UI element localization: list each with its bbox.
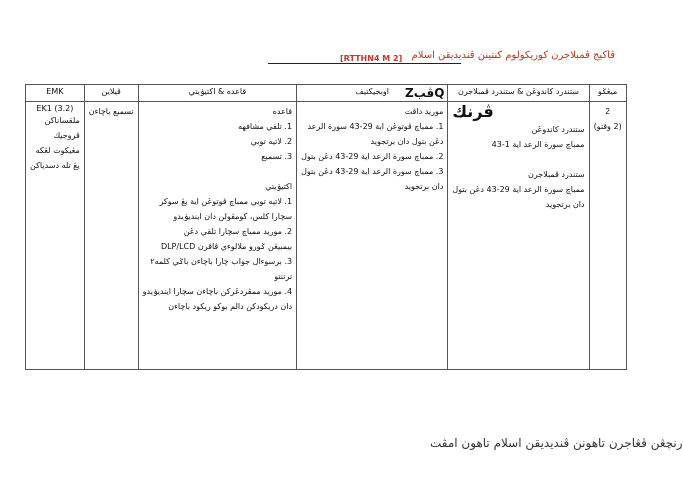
page-title: ڤاكيج ڤمبلاجرن كوريكولوم كنتينن ڤنديديقن اسلام: [411, 50, 615, 61]
learning-standard-text-2: دان برتجويد: [545, 200, 585, 209]
activity-item-2b: بيمبيڠن ݢورو ملالوءي ڤاڤرن DLP/LCD: [160, 242, 293, 251]
activity-heading: اكتيۏيتي: [265, 182, 293, 191]
emk-line-1: ملقساناكن: [44, 116, 80, 125]
standard-heading-mark: ڤرنك: [452, 102, 494, 121]
rule-item-2: 2. لاتيه توبي: [250, 137, 293, 146]
activity-item-4b: دان دريكودكن دالم بوكو ريكود باچاءن: [168, 302, 293, 311]
activity-item-2a: 2. موريد ممباچ سچارا تلقي دڠن: [183, 227, 293, 236]
column-header-week: ميڠݢو: [589, 85, 626, 102]
objective-cell: [297, 102, 448, 370]
activity-cell: [84, 102, 138, 370]
content-standard-text: ممباچ سورة الرعد اية 1-43: [491, 140, 585, 149]
emk-line-3: مڠيكوت لڠكه: [35, 146, 80, 155]
objective-item-1a: 1. ممباچ ڤوتوڠن اية 29-43 سورة الرعد: [307, 122, 444, 131]
column-header-rule: قاعده & اكتيۏيتي: [138, 85, 296, 102]
rule-item-3: 3. تسميع: [261, 152, 293, 161]
objective-item-3a: 3. ممباچ سورة الرعد اية 29-43 دڠن بتول: [301, 167, 444, 176]
lesson-plan-table: [25, 84, 627, 370]
column-header-activity: ڤيلاين: [84, 85, 138, 102]
objective-intro: موريد داڤت: [404, 107, 444, 116]
activity-item-1b: سچارا كلس، كومڤولن دان اينديۏيدو: [173, 212, 293, 221]
objective-item-1b: دڠن بتول دان برتجويد: [370, 137, 444, 146]
emk-line-4: يڠ تله دسدياكن: [30, 161, 80, 170]
activity-item-1a: 1. لاتيه توبي ممباچ ڤوتوڠن اية يڠ سوكر: [159, 197, 293, 206]
standard-cell: [448, 102, 589, 370]
activity-item-4a: 4. موريد ممڤردڠركن باچاءن سچارا اينديۏيدو: [142, 287, 293, 296]
content-standard-label: ستندرد كاندوڠن: [531, 125, 585, 134]
learning-standard-text-1: ممباچ سورة الرعد اية 29-43 دڠن بتول: [452, 185, 585, 194]
week-number: 2: [605, 107, 610, 116]
rule-cell: [138, 102, 296, 370]
objective-mark: ZڤبQ: [405, 86, 445, 100]
emk-code: EK1 (3.2): [36, 104, 74, 113]
week-cell: [589, 102, 626, 370]
emk-line-2: ڤروجيك: [53, 131, 80, 140]
rule-item-1: 1. تلقي مشافهه: [238, 122, 293, 131]
activity-item-3a: 3. برسوءال جواب چارا باچاءن باݢي كلمه۲: [150, 257, 293, 266]
activity-text: تسميع باچاءن: [88, 107, 134, 116]
column-header-objective: اوبجيكتيف: [297, 85, 448, 102]
page-footer: رنچڠن ڤڠاجرن تاهونن ڤنديديقن اسلام تاهون امڤت: [430, 436, 683, 450]
header-underline: [268, 63, 461, 64]
activity-item-3b: ترتنتو: [274, 272, 293, 281]
objective-item-2: 2. ممباچ سورة الرعد اية 29-43 دڠن بتول: [301, 152, 444, 161]
column-header-standard: ستندرد كاندوڠن & ستندرد ڤمبلاجرن: [448, 85, 589, 102]
table-header-row: [26, 85, 627, 102]
rule-heading: قاعده: [272, 107, 293, 116]
column-header-emk: EMK: [26, 85, 85, 102]
emk-cell: [26, 102, 85, 370]
objective-item-3b: دان برتجويد: [404, 182, 444, 191]
table-row: [26, 102, 627, 370]
week-duration: (2 وقتو): [593, 122, 622, 131]
document-code: [RTTHN4 M 2]: [340, 54, 403, 63]
learning-standard-label: ستندرد ڤمبلاجرن: [527, 170, 585, 179]
